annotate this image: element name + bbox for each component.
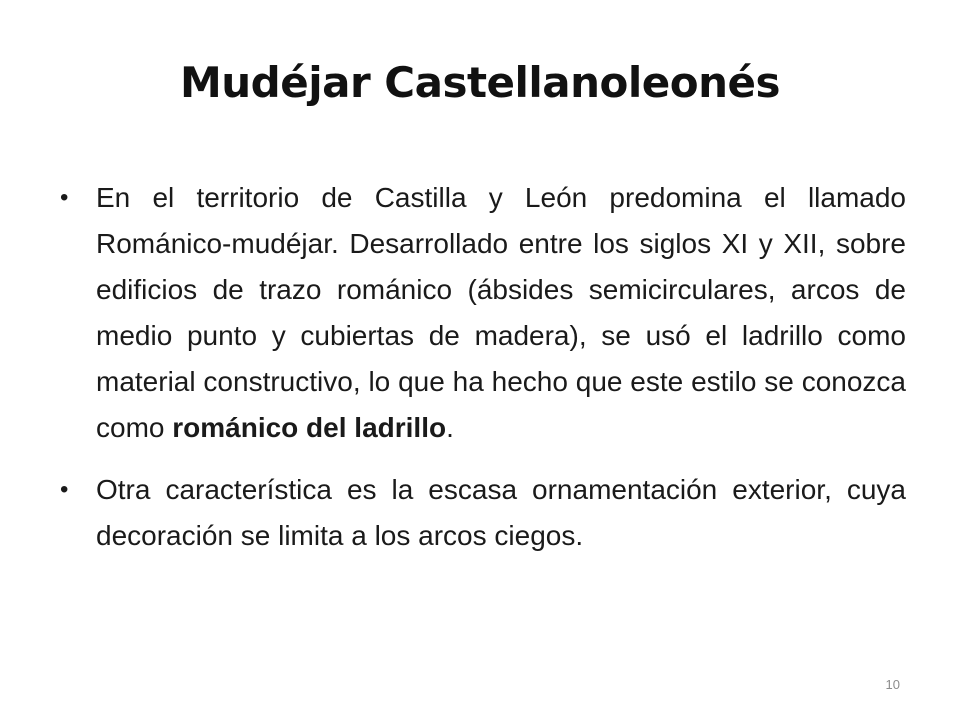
bullet-text-end: . (446, 412, 454, 443)
page-number: 10 (885, 677, 900, 692)
bullet-list (56, 175, 906, 559)
bullet-icon: • (60, 476, 69, 503)
slide-title: Mudéjar Castellanoleonés (179, 58, 781, 107)
bullet-icon: • (60, 184, 69, 211)
bullet-text: Otra característica es la escasa ornamentación exterior, cuya decoración se limita a los arcos ciegos. (96, 474, 906, 551)
bullet-text-bold: románico del ladrillo (172, 412, 447, 443)
bullet-text: En el territorio de Castilla y León predomina el llamado Románico-mudéjar. Desarrollado entre los siglos XI y XII, sobre edificios de trazo románico (ábsides semicirculares, arcos de medio punto y cubiertas de madera), se usó el ladrillo como material constructivo, lo que ha hecho que este estilo se conozca como (96, 182, 906, 443)
bullet-item (56, 467, 906, 559)
bullet-item (56, 175, 906, 451)
